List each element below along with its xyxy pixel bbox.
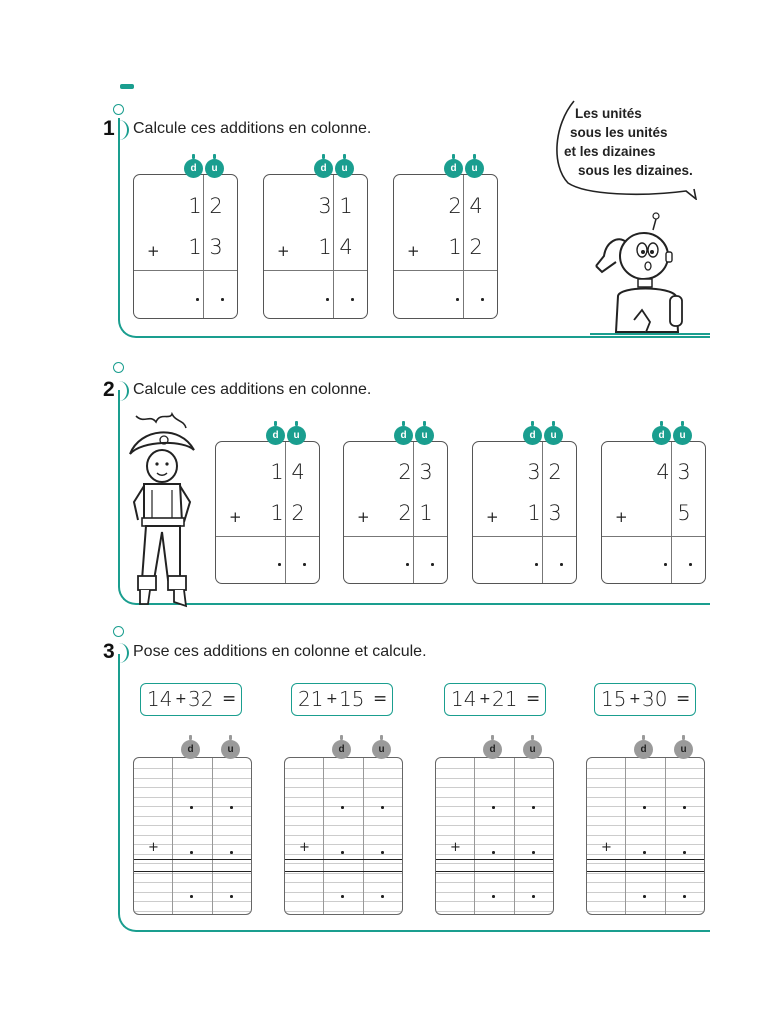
column-divider — [665, 758, 666, 914]
column-badge-u: u — [465, 159, 484, 178]
column-badge-d: d — [184, 159, 203, 178]
result-divider — [602, 536, 705, 537]
ruled-answer-grid — [133, 757, 252, 915]
digit-top-tens: 1 — [270, 460, 284, 484]
result-dot — [689, 563, 692, 566]
digit-top-units: 1 — [339, 194, 353, 218]
second-addend: 32 — [188, 687, 214, 711]
ruled-line — [285, 911, 402, 912]
column-badge-u: u — [674, 740, 693, 759]
column-divider — [212, 758, 213, 914]
ruled-line — [285, 882, 402, 883]
column-badge-d: d — [394, 426, 413, 445]
place-dot — [532, 895, 535, 898]
ruled-line — [587, 778, 704, 779]
result-dot — [326, 298, 329, 301]
plus-sign: + — [601, 840, 612, 855]
digit-top-tens: 2 — [398, 460, 412, 484]
digit-top-tens: 2 — [448, 194, 462, 218]
place-dot — [341, 851, 344, 854]
column-badge-u: u — [287, 426, 306, 445]
column-badge-d: d — [523, 426, 542, 445]
bubble-line-2: sous les unités — [570, 125, 668, 140]
ruled-line — [436, 806, 553, 807]
exercise-2-hook — [113, 362, 124, 373]
ruled-line — [134, 873, 251, 874]
ruled-line — [436, 778, 553, 779]
column-badge-u: u — [372, 740, 391, 759]
column-divider — [323, 758, 324, 914]
ruled-line — [285, 806, 402, 807]
digit-bottom-tens: 2 — [398, 501, 412, 525]
sum-line — [436, 871, 553, 872]
sum-line — [436, 859, 553, 860]
column-badge-d: d — [483, 740, 502, 759]
place-dot — [341, 895, 344, 898]
column-badge-u: u — [205, 159, 224, 178]
plus-sign: + — [175, 691, 187, 707]
digit-bottom-units: 4 — [339, 235, 353, 259]
result-divider — [394, 270, 497, 271]
result-divider — [344, 536, 447, 537]
plus-sign: + — [357, 508, 370, 526]
ruled-line — [285, 835, 402, 836]
ruled-line — [134, 806, 251, 807]
digit-top-tens: 3 — [318, 194, 332, 218]
ruled-line — [285, 797, 402, 798]
place-dot — [381, 806, 384, 809]
place-dot — [381, 895, 384, 898]
plus-sign: + — [450, 840, 461, 855]
ruled-line — [285, 863, 402, 864]
column-badge-u: u — [523, 740, 542, 759]
digit-bottom-tens: 1 — [270, 501, 284, 525]
column-badge-u: u — [335, 159, 354, 178]
second-addend: 21 — [492, 687, 518, 711]
exercise-1-instruction: Calcule ces additions en colonne. — [133, 120, 372, 137]
ruled-line — [436, 873, 553, 874]
sum-line — [134, 871, 251, 872]
digit-bottom-units: 3 — [209, 235, 223, 259]
digit-top-units: 2 — [209, 194, 223, 218]
ruled-line — [436, 882, 553, 883]
place-dot — [492, 895, 495, 898]
addition-expression — [444, 683, 546, 716]
ruled-line — [134, 797, 251, 798]
place-dot — [683, 895, 686, 898]
place-dot — [190, 895, 193, 898]
ruled-line — [587, 882, 704, 883]
ruled-line — [587, 892, 704, 893]
ruled-line — [436, 901, 553, 902]
ruled-line — [436, 816, 553, 817]
result-dot — [456, 298, 459, 301]
bubble-line-3: et les dizaines — [564, 144, 656, 159]
plus-sign: + — [277, 242, 290, 260]
bubble-line-1: Les unités — [575, 106, 642, 121]
exercise-3-number: 3 — [103, 640, 115, 663]
place-dot — [532, 851, 535, 854]
digit-bottom-units: 3 — [548, 501, 562, 525]
ruled-line — [285, 778, 402, 779]
digit-top-units: 3 — [677, 460, 691, 484]
exercise-3-hook — [113, 626, 124, 637]
sum-line — [134, 859, 251, 860]
ruled-line — [134, 911, 251, 912]
ruled-line — [587, 797, 704, 798]
place-dot — [643, 806, 646, 809]
digit-bottom-tens: 1 — [448, 235, 462, 259]
ruled-line — [436, 892, 553, 893]
sum-line — [587, 871, 704, 872]
addition-expression — [291, 683, 393, 716]
equals-sign: = — [373, 689, 388, 709]
place-dot — [643, 851, 646, 854]
ruled-answer-grid — [435, 757, 554, 915]
ruled-line — [134, 835, 251, 836]
place-dot — [381, 851, 384, 854]
first-addend: 14 — [147, 687, 173, 711]
ruled-line — [285, 873, 402, 874]
sum-line — [285, 871, 402, 872]
equals-sign: = — [222, 689, 237, 709]
place-dot — [230, 806, 233, 809]
digit-bottom-tens: 1 — [188, 235, 202, 259]
place-dot — [492, 806, 495, 809]
plus-sign: + — [299, 840, 310, 855]
ruled-line — [436, 787, 553, 788]
ruled-line — [134, 778, 251, 779]
ruled-line — [436, 768, 553, 769]
ruled-line — [134, 863, 251, 864]
ruled-line — [587, 835, 704, 836]
column-badge-d: d — [314, 159, 333, 178]
ruled-line — [285, 787, 402, 788]
digit-top-tens: 1 — [188, 194, 202, 218]
addition-box — [393, 174, 498, 319]
column-badge-d: d — [634, 740, 653, 759]
place-dot — [341, 806, 344, 809]
place-dot — [190, 806, 193, 809]
addition-box — [263, 174, 368, 319]
addition-expression — [140, 683, 242, 716]
result-dot — [664, 563, 667, 566]
ruled-line — [285, 892, 402, 893]
digit-bottom-tens: 1 — [318, 235, 332, 259]
plus-sign: + — [148, 840, 159, 855]
ruled-line — [587, 873, 704, 874]
column-divider — [363, 758, 364, 914]
place-dot — [643, 895, 646, 898]
result-dot — [221, 298, 224, 301]
ruled-line — [587, 863, 704, 864]
ruled-answer-grid — [284, 757, 403, 915]
column-badge-d: d — [652, 426, 671, 445]
digit-top-units: 4 — [291, 460, 305, 484]
exercise-1-number: 1 — [103, 117, 115, 140]
exercise-1-hook — [113, 104, 124, 115]
column-divider — [625, 758, 626, 914]
place-dot — [683, 806, 686, 809]
equals-sign: = — [526, 689, 541, 709]
ruled-line — [134, 825, 251, 826]
sum-line — [587, 859, 704, 860]
column-badge-u: u — [221, 740, 240, 759]
column-badge-d: d — [444, 159, 463, 178]
digit-top-tens: 3 — [527, 460, 541, 484]
result-dot — [406, 563, 409, 566]
ruled-line — [436, 911, 553, 912]
result-divider — [216, 536, 319, 537]
ruled-line — [436, 835, 553, 836]
ruled-line — [134, 892, 251, 893]
digit-bottom-units: 1 — [419, 501, 433, 525]
addition-box — [215, 441, 320, 584]
ruled-line — [587, 901, 704, 902]
digit-top-units: 3 — [419, 460, 433, 484]
result-divider — [264, 270, 367, 271]
plus-sign: + — [486, 508, 499, 526]
second-addend: 30 — [642, 687, 668, 711]
digit-top-units: 4 — [469, 194, 483, 218]
place-dot — [190, 851, 193, 854]
result-dot — [196, 298, 199, 301]
ruled-line — [587, 825, 704, 826]
plus-sign: + — [326, 691, 338, 707]
ruled-line — [285, 901, 402, 902]
plus-sign: + — [479, 691, 491, 707]
column-badge-d: d — [266, 426, 285, 445]
second-addend: 15 — [339, 687, 365, 711]
column-badge-u: u — [544, 426, 563, 445]
ruled-line — [285, 816, 402, 817]
ruled-line — [134, 768, 251, 769]
result-divider — [473, 536, 576, 537]
ruled-line — [285, 825, 402, 826]
place-dot — [492, 851, 495, 854]
first-addend: 21 — [298, 687, 324, 711]
result-dot — [535, 563, 538, 566]
result-dot — [481, 298, 484, 301]
exercise-3-instruction: Pose ces additions en colonne et calcule. — [133, 643, 427, 660]
ruled-line — [134, 787, 251, 788]
digit-bottom-tens: 1 — [527, 501, 541, 525]
first-addend: 14 — [451, 687, 477, 711]
result-divider — [134, 270, 237, 271]
ruled-line — [587, 768, 704, 769]
plus-sign: + — [229, 508, 242, 526]
place-dot — [230, 895, 233, 898]
ruled-line — [587, 911, 704, 912]
digit-bottom-units: 2 — [291, 501, 305, 525]
exercise-2-instruction: Calcule ces additions en colonne. — [133, 381, 372, 398]
result-dot — [431, 563, 434, 566]
pirate-boy-illustration — [124, 410, 202, 612]
result-dot — [303, 563, 306, 566]
column-badge-d: d — [181, 740, 200, 759]
ruled-line — [587, 816, 704, 817]
place-dot — [532, 806, 535, 809]
result-dot — [351, 298, 354, 301]
ruled-line — [436, 825, 553, 826]
exercise-2-number: 2 — [103, 378, 115, 401]
digit-bottom-units: 2 — [469, 235, 483, 259]
first-addend: 15 — [601, 687, 627, 711]
addition-box — [601, 441, 706, 584]
place-dot — [230, 851, 233, 854]
ruled-line — [134, 882, 251, 883]
plus-sign: + — [147, 242, 160, 260]
plus-sign: + — [629, 691, 641, 707]
plus-sign: + — [407, 242, 420, 260]
ruled-line — [134, 901, 251, 902]
bubble-line-4: sous les dizaines. — [578, 163, 693, 178]
sum-line — [285, 859, 402, 860]
place-dot — [683, 851, 686, 854]
ruled-line — [587, 806, 704, 807]
addition-box — [343, 441, 448, 584]
equals-sign: = — [676, 689, 691, 709]
column-divider — [514, 758, 515, 914]
column-badge-u: u — [415, 426, 434, 445]
digit-bottom-units: 5 — [677, 501, 691, 525]
thinking-robot-illustration — [590, 210, 710, 338]
ruled-answer-grid — [586, 757, 705, 915]
column-divider — [474, 758, 475, 914]
ruled-line — [587, 787, 704, 788]
digit-top-tens: 4 — [656, 460, 670, 484]
ruled-line — [285, 768, 402, 769]
digit-top-units: 2 — [548, 460, 562, 484]
ruled-line — [436, 797, 553, 798]
result-dot — [278, 563, 281, 566]
plus-sign: + — [615, 508, 628, 526]
column-badge-d: d — [332, 740, 351, 759]
column-badge-u: u — [673, 426, 692, 445]
ruled-line — [134, 816, 251, 817]
top-accent-mark — [120, 84, 134, 89]
result-dot — [560, 563, 563, 566]
column-divider — [172, 758, 173, 914]
addition-box — [133, 174, 238, 319]
addition-box — [472, 441, 577, 584]
ruled-line — [436, 863, 553, 864]
addition-expression — [594, 683, 696, 716]
